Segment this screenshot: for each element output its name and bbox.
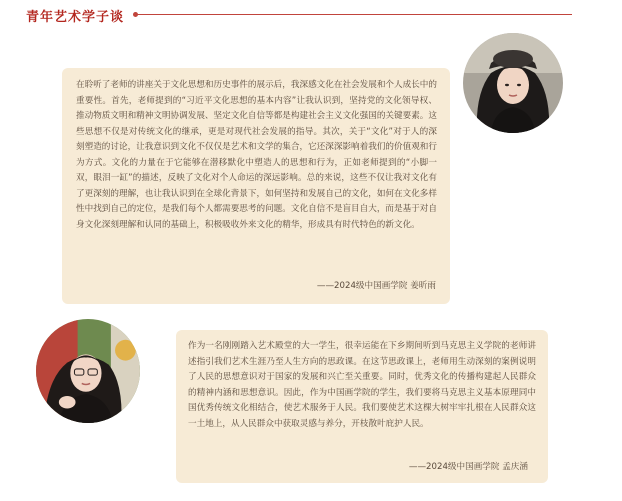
header-divider xyxy=(136,14,572,15)
quote-signature-2: ——2024级中国画学院 孟庆涵 xyxy=(408,461,528,472)
quote-card-1 xyxy=(62,68,450,304)
quote-text-1: 在聆听了老师的讲座关于文化思想和历史事件的展示后，我深感文化在社会发展和个人成长中的重要性。首先，老师提到的“习近平文化思想的基本内容”让我认识到，坚持党的文化领导权、推动物质文明和精神文明协调发展、坚定文化自信等都是构建社会主义文化强国的关键要素。这些思想不仅是对传统文化的继承，更是对现代社会发展的指导。其次，关于“文化”对于人的深刻塑造的讨论，让我意识到文化不仅仅是艺术和文学的集合，它还深深影响着我们的价值观和行为方式。文化的力量在于它能够在潜移默化中塑造人的思想和行为，正如老师提到的“小脚一双，眼泪一缸”的描述，反映了文化对个人命运的深远影响。总的来说，这些不仅让我对文化有了更深刻的理解，也让我认识到在全球化背景下，如何坚持和发展自己的文化，如何在文化多样性中找到自己的定位，是我们每个人都需要思考的问题。文化自信不是盲目自大，而是基于对自身文化深刻理解和认同的基础上，积极吸收外来文化的精华，形成具有时代特色的新文化。 xyxy=(76,80,437,230)
portrait-photo-1 xyxy=(463,33,563,133)
section-header xyxy=(0,0,622,30)
portrait-photo-2-image xyxy=(36,319,140,423)
quote-card-2 xyxy=(176,330,548,483)
portrait-photo-1-image xyxy=(463,33,563,133)
section-title: 青年艺术学子谈 xyxy=(26,10,125,25)
portrait-photo-2 xyxy=(36,319,140,423)
quote-signature-1: ——2024级中国画学院 姜昕雨 xyxy=(316,280,436,291)
quote-text-2: 作为一名刚刚踏入艺术殿堂的大一学生，很幸运能在下乡期间听到马克思主义学院的老师讲述指引我们艺术生涯乃至人生方向的思政课。在这节思政课上，老师用生动深刻的案例说明了人民的思想意识对于国家的发展和兴亡至关重要。同时，优秀文化的传播构建起人民群众的精神内涵和思想意识。因此，作为中国画学院的学生，我们要将马克思主义基本原理同中国优秀传统文化相结合，使艺术服务于人民。我们要使艺术这棵大树牢牢扎根在人民群众这一土地上，从人民群众中获取灵感与养分，开枝散叶庇护人民。 xyxy=(188,341,536,429)
